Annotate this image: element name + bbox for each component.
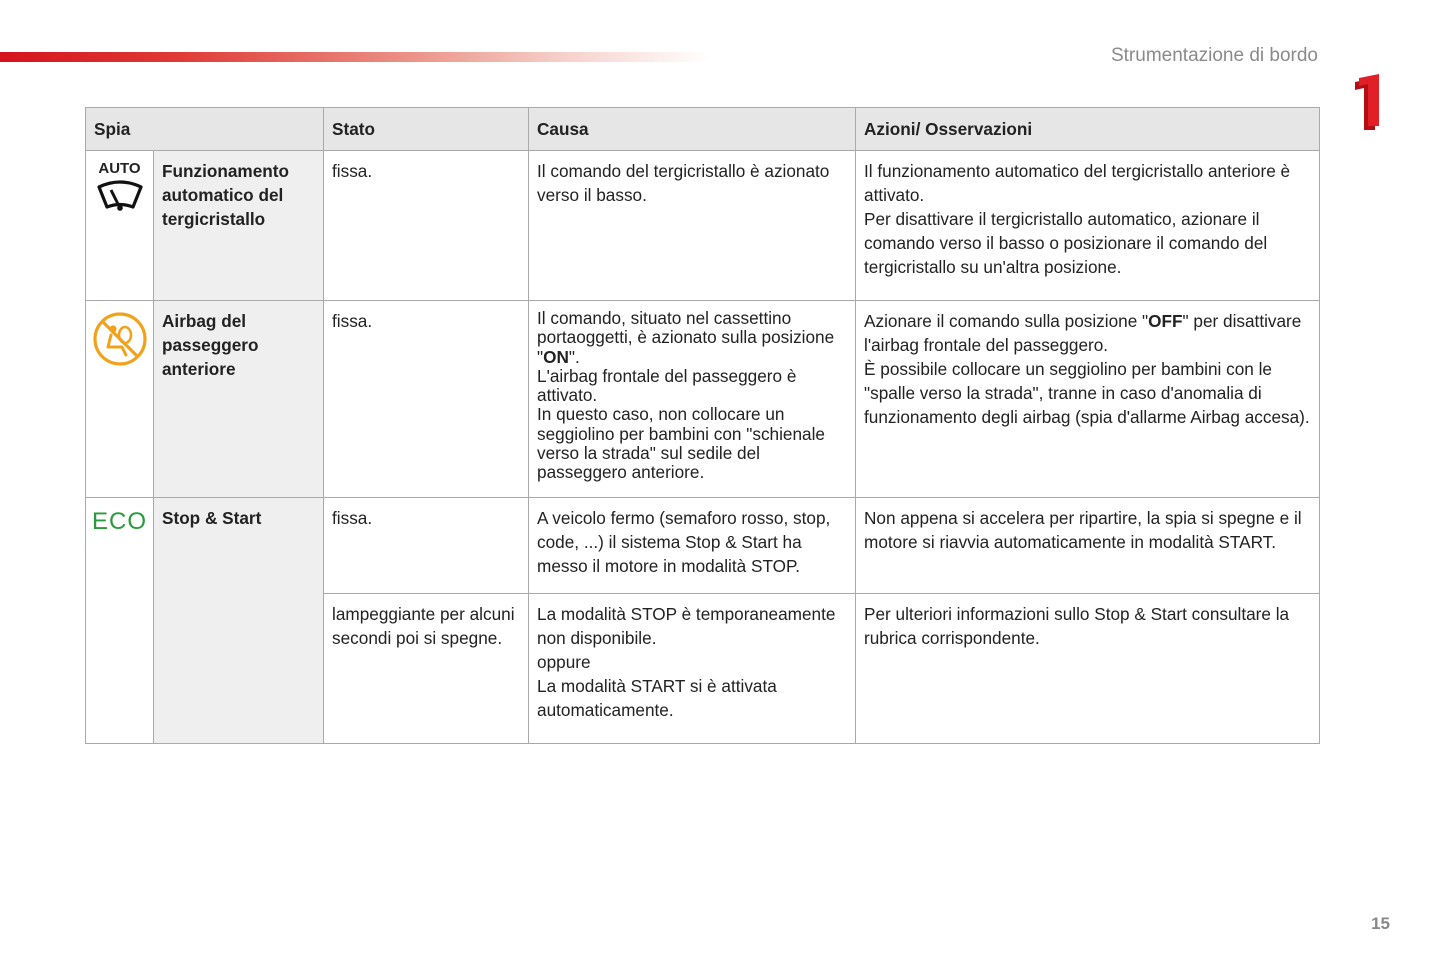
page-number: 15 [1371, 914, 1390, 933]
azioni-cell: Per ulteriori informazioni sullo Stop & Start consultare la rubrica corrispondente. [856, 594, 1320, 744]
light-name: Stop & Start [154, 498, 324, 744]
light-name: Funzionamento automatico del tergicristallo [154, 151, 324, 301]
azioni-cell [856, 301, 1320, 498]
stato-cell: fissa. [324, 301, 529, 498]
causa-cell: A veicolo fermo (semaforo rosso, stop, code, ...) il sistema Stop & Start ha messo il motore in modalità STOP. [529, 498, 856, 594]
causa-text: Il comando, situato nel cassettino portaoggetti, è azionato sulla posizione " [537, 308, 835, 367]
stato-cell: fissa. [324, 498, 529, 594]
header-azioni: Azioni/ Osservazioni [856, 108, 1320, 151]
passenger-airbag-off-icon [92, 311, 148, 367]
azioni-text: Il funzionamento automatico del tergicristallo anteriore è attivato. [864, 161, 1291, 205]
icon-cell [86, 498, 154, 744]
table-header-row [86, 108, 1320, 151]
light-name: Airbag del passeggero anteriore [154, 301, 324, 498]
causa-text: La modalità START si è attivata automaticamente. [537, 676, 777, 720]
header-spia: Spia [86, 108, 324, 151]
auto-label: AUTO [98, 160, 141, 177]
icon-cell [86, 301, 154, 498]
section-title: Strumentazione di bordo [1110, 45, 1318, 66]
table-row [86, 151, 1320, 301]
azioni-text: È possibile collocare un seggiolino per bambini con le "spalle verso la strada", tranne in caso d'anomalia di funzionamento degli airbag (spia d'allarme Airbag accesa). [864, 359, 1310, 427]
azioni-text: " per disattivare l'airbag frontale del passeggero. [864, 311, 1302, 355]
stato-cell: fissa. [324, 151, 529, 301]
causa-on-label: ON [543, 346, 569, 367]
causa-text: ". [568, 346, 580, 367]
header-stato: Stato [324, 108, 529, 151]
azioni-cell [856, 151, 1320, 301]
header-causa: Causa [529, 108, 856, 151]
icon-cell [86, 151, 154, 301]
causa-cell [529, 301, 856, 498]
table-row [86, 301, 1320, 498]
header-accent-bar [0, 52, 710, 62]
table-row [86, 498, 1320, 594]
stato-cell: lampeggiante per alcuni secondi poi si spegne. [324, 594, 529, 744]
causa-cell [529, 594, 856, 744]
azioni-text: Azionare il comando sulla posizione " [864, 311, 1149, 331]
azioni-cell: Non appena si accelera per ripartire, la spia si spegne e il motore si riavvia automaticamente in modalità START. [856, 498, 1320, 594]
warning-lights-table [85, 107, 1320, 744]
causa-text: oppure [537, 652, 591, 672]
auto-wiper-icon [90, 161, 149, 219]
causa-text: La modalità STOP è temporaneamente non disponibile. [537, 604, 836, 648]
causa-text: In questo caso, non collocare un seggiolino per bambini con "schienale verso la strada" sul sedile del passeggero anteriore. [537, 404, 825, 483]
azioni-text: Per disattivare il tergicristallo automatico, azionare il comando verso il basso o posizionare il comando del tergicristallo su un'altra posizione. [864, 209, 1268, 277]
chapter-number [1352, 72, 1392, 136]
causa-text: L'airbag frontale del passeggero è attivato. [537, 365, 797, 406]
causa-cell: Il comando del tergicristallo è azionato verso il basso. [529, 151, 856, 301]
azioni-off-label: OFF [1148, 311, 1183, 331]
eco-icon: ECO [91, 508, 147, 535]
